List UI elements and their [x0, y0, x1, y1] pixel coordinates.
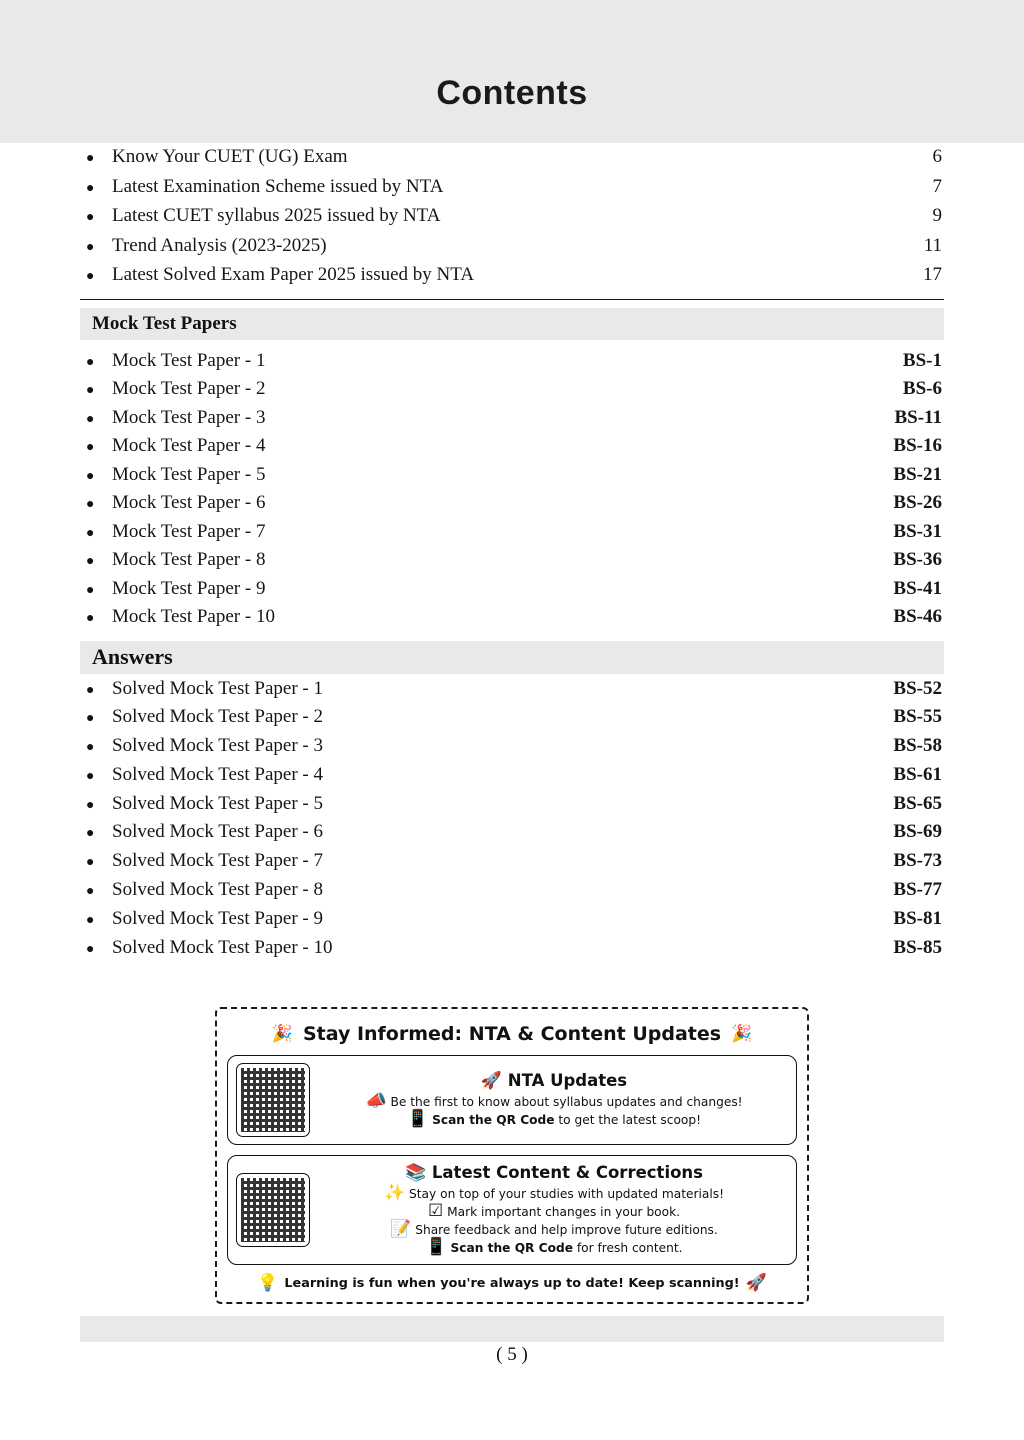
card-line-text: to get the latest scoop! [554, 1113, 701, 1128]
card-line-text: for fresh content. [572, 1241, 683, 1256]
entry-label: Mock Test Paper - 3 [112, 406, 266, 428]
bullet-icon [80, 908, 112, 935]
entry-page: BS-77 [893, 879, 942, 901]
card-line-text: Stay on top of your studies with updated materials! [409, 1187, 724, 1202]
entry-label: Solved Mock Test Paper - 10 [112, 936, 333, 958]
section-heading-mock-test-papers: Mock Test Papers [80, 308, 944, 340]
entry-label: Latest CUET syllabus 2025 issued by NTA [112, 205, 441, 226]
check-box-icon: ☑ [427, 1201, 444, 1222]
entry-page: BS-61 [893, 763, 942, 785]
bullet-icon [80, 492, 112, 519]
entry-page: BS-55 [893, 706, 942, 728]
bullet-icon [80, 464, 112, 491]
entry-label: Know Your CUET (UG) Exam [112, 146, 348, 167]
entry-page: BS-1 [902, 349, 942, 371]
card-line-text: Be the first to know about syllabus updates and changes! [390, 1095, 743, 1110]
entry-label: Solved Mock Test Paper - 4 [112, 763, 323, 785]
list-item[interactable] [80, 848, 944, 877]
qr-code-latest-content[interactable] [236, 1173, 310, 1247]
party-popper-icon: 🎉 [271, 1023, 293, 1044]
light-bulb-icon: 💡 [257, 1273, 279, 1294]
bullet-icon [80, 678, 112, 705]
entry-label: Mock Test Paper - 9 [112, 577, 266, 599]
bullet-icon [80, 850, 112, 877]
rocket-icon: 🚀 [745, 1273, 767, 1294]
entry-page: BS-58 [893, 735, 942, 757]
bullet-icon [80, 378, 112, 405]
divider [80, 299, 944, 300]
mobile-phone-icon: 📱 [425, 1237, 447, 1258]
bullet-icon [80, 879, 112, 906]
bullet-icon [80, 706, 112, 733]
list-item[interactable] [80, 202, 944, 232]
section-heading-answers: Answers [80, 641, 944, 674]
entry-label: Mock Test Paper - 10 [112, 606, 275, 627]
bullet-icon [80, 606, 112, 633]
promo-card-nta-updates[interactable] [227, 1055, 797, 1145]
list-item[interactable] [80, 376, 944, 405]
entry-page: BS-36 [893, 549, 942, 570]
list-item[interactable] [80, 143, 944, 173]
rocket-icon: 🚀 [480, 1071, 503, 1092]
entry-page: BS-16 [893, 435, 942, 456]
card-line [320, 1185, 788, 1203]
card-line-text: Mark important changes in your book. [447, 1205, 681, 1220]
card-line-bold: Scan the QR Code [432, 1113, 555, 1128]
card-heading-text: NTA Updates [507, 1071, 628, 1091]
bullet-icon [80, 578, 112, 605]
card-body [320, 1163, 788, 1257]
card-line-bold: Scan the QR Code [450, 1241, 573, 1256]
page-title: Contents [436, 74, 588, 112]
card-body [320, 1071, 788, 1129]
entry-page: 11 [923, 234, 942, 256]
entry-page: BS-65 [893, 792, 942, 814]
list-item[interactable] [80, 433, 944, 462]
list-item[interactable] [80, 877, 944, 906]
bullet-icon [80, 407, 112, 434]
bullet-icon [80, 521, 112, 548]
entry-label: Solved Mock Test Paper - 1 [112, 677, 323, 699]
entry-page: BS-69 [893, 821, 942, 843]
party-popper-icon: 🎉 [731, 1023, 753, 1044]
answers-list [80, 674, 944, 964]
list-item[interactable] [80, 405, 944, 434]
bullet-icon [80, 735, 112, 762]
entry-page: 9 [932, 205, 942, 226]
bullet-icon [80, 549, 112, 576]
list-item[interactable] [80, 704, 944, 733]
megaphone-icon: 📣 [365, 1091, 387, 1112]
entry-label: Mock Test Paper - 7 [112, 520, 266, 542]
entry-label: Mock Test Paper - 6 [112, 492, 266, 513]
list-item[interactable] [80, 173, 944, 203]
bullet-icon [80, 937, 112, 964]
bullet-icon [80, 204, 112, 232]
entry-page: BS-81 [893, 907, 942, 929]
bullet-icon [80, 821, 112, 848]
bullet-icon [80, 145, 112, 173]
qr-pattern [241, 1178, 305, 1242]
entry-label: Solved Mock Test Paper - 7 [112, 850, 323, 872]
promo-footer-text: Learning is fun when you're always up to date! Keep scanning! [284, 1276, 740, 1292]
card-line-text: Share feedback and help improve future editions. [415, 1223, 718, 1238]
entry-page: BS-73 [893, 850, 942, 872]
entry-label: Solved Mock Test Paper - 5 [112, 792, 323, 814]
entry-label: Latest Solved Exam Paper 2025 issued by NTA [112, 264, 475, 285]
entry-page: 17 [923, 264, 942, 285]
entry-label: Mock Test Paper - 5 [112, 463, 266, 485]
card-heading [320, 1071, 788, 1090]
list-item[interactable] [80, 906, 944, 935]
mobile-phone-icon: 📱 [407, 1109, 429, 1130]
card-line [320, 1111, 788, 1129]
list-item[interactable] [80, 676, 944, 705]
card-line [320, 1221, 788, 1239]
contents-body [80, 143, 944, 1304]
list-item[interactable] [80, 819, 944, 848]
entry-label: Mock Test Paper - 2 [112, 378, 266, 399]
bullet-icon [80, 263, 112, 291]
bullet-icon [80, 175, 112, 203]
list-item[interactable] [80, 261, 944, 291]
entry-label: Mock Test Paper - 1 [112, 349, 266, 371]
updates-promo-box [215, 1007, 809, 1304]
entry-page: BS-46 [893, 606, 942, 627]
qr-code-nta-updates[interactable] [236, 1063, 310, 1137]
list-item[interactable] [80, 547, 944, 576]
bullet-icon [80, 764, 112, 791]
entry-page: BS-85 [893, 936, 942, 958]
card-heading [320, 1163, 788, 1182]
list-item[interactable] [80, 935, 944, 964]
list-item[interactable] [80, 604, 944, 633]
bullet-icon [80, 350, 112, 377]
card-line [320, 1093, 788, 1111]
entry-page: BS-52 [893, 677, 942, 699]
card-line [320, 1239, 788, 1257]
qr-pattern [241, 1068, 305, 1132]
list-item[interactable] [80, 462, 944, 491]
entry-label: Solved Mock Test Paper - 2 [112, 706, 323, 728]
promo-title: Stay Informed: NTA & Content Updates [302, 1023, 722, 1046]
list-item[interactable] [80, 762, 944, 791]
entry-label: Latest Examination Scheme issued by NTA [112, 175, 444, 197]
promo-card-latest-content[interactable] [227, 1155, 797, 1265]
entry-label: Mock Test Paper - 4 [112, 435, 266, 456]
front-matter-list [80, 143, 944, 291]
books-icon: 📚 [404, 1163, 427, 1184]
bullet-icon [80, 793, 112, 820]
list-item[interactable] [80, 791, 944, 820]
entry-page: BS-11 [894, 406, 942, 428]
promo-title-row [227, 1023, 797, 1045]
entry-label: Solved Mock Test Paper - 9 [112, 907, 323, 929]
list-item[interactable] [80, 490, 944, 519]
bullet-icon [80, 435, 112, 462]
entry-page: BS-26 [893, 492, 942, 513]
bullet-icon [80, 234, 112, 262]
list-item[interactable] [80, 519, 944, 548]
entry-label: Solved Mock Test Paper - 6 [112, 821, 323, 843]
entry-page: 6 [932, 146, 942, 167]
list-item[interactable] [80, 733, 944, 762]
sparkles-icon: ✨ [384, 1183, 406, 1204]
page-number: ( 5 ) [496, 1344, 528, 1365]
entry-label: Mock Test Paper - 8 [112, 549, 266, 570]
mock-test-papers-list [80, 340, 944, 633]
entry-page: BS-21 [893, 463, 942, 485]
card-heading-text: Latest Content & Corrections [431, 1163, 704, 1183]
entry-page: BS-41 [893, 577, 942, 599]
promo-footer [227, 1275, 797, 1292]
entry-page: 7 [932, 175, 942, 197]
list-item[interactable] [80, 348, 944, 377]
entry-page: BS-6 [902, 378, 942, 399]
entry-page: BS-31 [893, 520, 942, 542]
footer-band [80, 1316, 944, 1342]
list-item[interactable] [80, 232, 944, 262]
list-item[interactable] [80, 576, 944, 605]
entry-label: Solved Mock Test Paper - 3 [112, 735, 323, 757]
memo-icon: 📝 [390, 1219, 412, 1240]
entry-label: Solved Mock Test Paper - 8 [112, 879, 323, 901]
header-band [0, 0, 1024, 143]
entry-label: Trend Analysis (2023-2025) [112, 234, 327, 256]
